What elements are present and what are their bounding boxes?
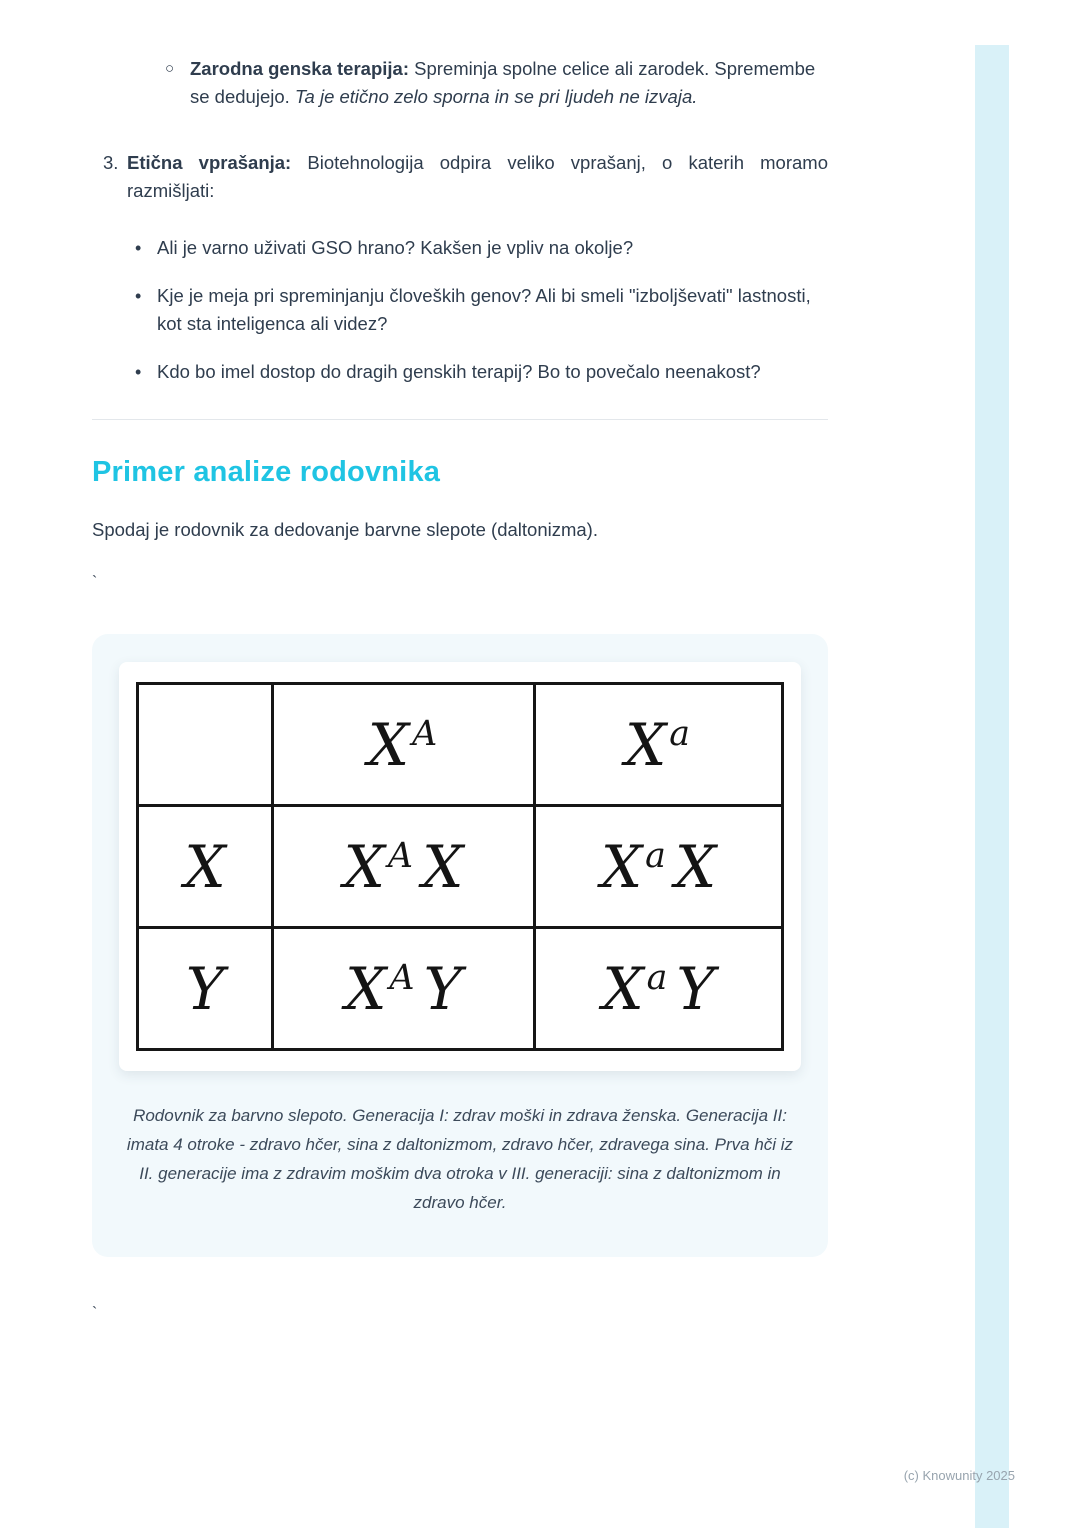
list-item [92,234,828,262]
punnett-cell-XaY: $X^a$ Y [535,928,783,1050]
ethical-questions-term: Etična vprašanja: [127,152,292,173]
punnett-row-header-X: X [138,806,273,928]
question-access: Kdo bo imel dostop do dragih genskih terapij? Bo to povečalo neenakost? [157,361,761,382]
pedigree-figure-card [92,634,828,1257]
question-gso: Ali je varno uživati GSO hrano? Kakšen je vpliv na okolje? [157,237,634,258]
punnett-col-header-Xa: $X^a$ [535,684,783,806]
punnett-row-header-Y: Y [138,928,273,1050]
germline-therapy-text [190,55,828,111]
copyright-footer: (c) Knowunity 2025 [903,1468,1015,1483]
list-item [92,358,828,386]
page-side-strip [975,45,1009,1528]
document-page [92,0,828,1323]
stray-backtick: ` [92,574,98,591]
question-gene-editing: Kje je meja pri spreminjanju človeških genov? Ali bi smeli "izboljševati" lastnosti, kot sta inteligenca ali videz? [157,285,811,334]
list-item-germline-therapy [92,55,828,111]
list-item [92,282,828,338]
table-row [138,928,783,1050]
punnett-square-image [119,662,801,1071]
questions-list [92,234,828,386]
punnett-corner-cell [138,684,273,806]
germline-therapy-desc: Spreminja spolne celice ali zarodek. Spremembe se dedujejo. [190,58,816,107]
item-number: 3. [103,152,119,173]
figure-caption: Rodovnik za barvno slepoto. Generacija I: zdrav moški in zdrava ženska. Generacija II: imata 4 otroke - zdravo hčer, sina z daltonizmom, zdravo hčer, zdravega sina. Prva hči iz II. generacije ima z zdravim moškim dva otroka v III. generaciji: sina z daltonizmom in zdravo hčer. [126,1106,794,1212]
section-heading: Primer analize rodovnika [92,456,441,488]
disc-bullet-icon: • [135,238,142,258]
ethical-questions-text [127,149,828,205]
punnett-cell-XaX: $X^a$ X [535,806,783,928]
list-item-ethical-questions [92,149,828,205]
punnett-cell-XAY: $X^A$ Y [273,928,535,1050]
germline-therapy-term: Zarodna genska terapija: [190,58,409,79]
divider [92,419,828,420]
table-row [138,684,783,806]
circle-bullet-icon: ○ [165,60,175,77]
ethical-questions-desc: Biotehnologija odpira veliko vprašanj, o katerih moramo razmišljati: [127,152,828,201]
disc-bullet-icon: • [135,286,142,306]
disc-bullet-icon: • [135,362,142,382]
germline-therapy-note: Ta je etično zelo sporna in se pri ljudeh ne izvaja. [294,86,698,107]
section-intro: Spodaj je rodovnik za dedovanje barvne slepote (daltonizma). [92,519,598,540]
punnett-col-header-XA: $X^A$ [273,684,535,806]
punnett-square-table [136,682,784,1051]
punnett-cell-XAX: $X^A$ X [273,806,535,928]
stray-backtick: ` [92,1305,98,1322]
table-row [138,806,783,928]
